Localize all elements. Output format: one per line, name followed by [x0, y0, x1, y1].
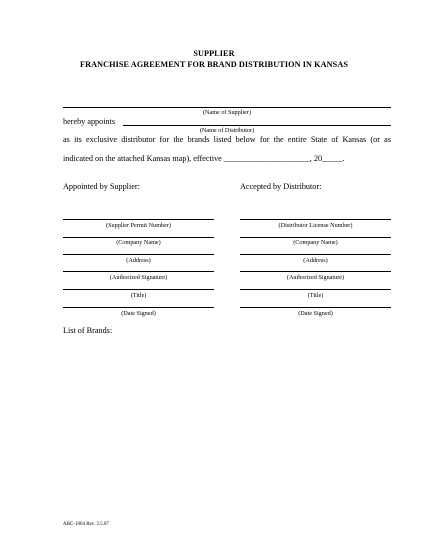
distributor-title-line[interactable]: [240, 289, 391, 290]
agreement-paragraph-line2: indicated on the attached Kansas map), effective _____________________, 20_____.: [63, 154, 345, 163]
form-revision-footer: ABC-1004 Rev. 3.5.07: [63, 522, 109, 527]
distributor-license-line[interactable]: [240, 219, 391, 220]
appointed-by-supplier-label: Appointed by Supplier:: [63, 182, 140, 191]
supplier-name-line[interactable]: [63, 107, 391, 108]
agreement-paragraph-line1: as its exclusive distributor for the brands listed below for the entire State of Kansas (or as: [63, 135, 391, 144]
distributor-name-line[interactable]: [123, 125, 391, 126]
supplier-permit-caption: (Supplier Permit Number): [106, 222, 171, 229]
distributor-title-caption: (Title): [307, 292, 324, 299]
supplier-name-caption: (Name of Supplier): [202, 109, 252, 116]
supplier-date-line[interactable]: [63, 307, 214, 308]
supplier-signature-line[interactable]: [63, 271, 214, 272]
distributor-signature-caption: (Authorized Signature): [286, 274, 345, 281]
supplier-signature-caption: (Authorized Signature): [109, 274, 168, 281]
distributor-name-caption: (Name of Distributor): [199, 127, 255, 134]
accepted-by-distributor-label: Accepted by Distributor:: [240, 182, 322, 191]
supplier-company-caption: (Company Name): [116, 239, 161, 246]
title-agreement: FRANCHISE AGREEMENT FOR BRAND DISTRIBUTION IN KANSAS: [79, 60, 348, 69]
distributor-date-caption: (Date Signed): [298, 310, 333, 317]
distributor-license-caption: (Distributor License Number): [278, 222, 353, 229]
title-supplier: SUPPLIER: [193, 49, 235, 58]
distributor-company-line[interactable]: [240, 237, 391, 238]
hereby-appoints-label: hereby appoints: [63, 117, 116, 126]
list-of-brands-label: List of Brands:: [63, 326, 113, 335]
supplier-address-caption: (Address): [126, 257, 151, 264]
distributor-date-line[interactable]: [240, 307, 391, 308]
supplier-company-line[interactable]: [63, 237, 214, 238]
distributor-signature-line[interactable]: [240, 271, 391, 272]
supplier-permit-line[interactable]: [63, 219, 214, 220]
distributor-company-caption: (Company Name): [293, 239, 338, 246]
distributor-address-line[interactable]: [240, 254, 391, 255]
supplier-address-line[interactable]: [63, 254, 214, 255]
supplier-title-caption: (Title): [130, 292, 147, 299]
supplier-title-line[interactable]: [63, 289, 214, 290]
supplier-date-caption: (Date Signed): [121, 310, 156, 317]
distributor-address-caption: (Address): [303, 257, 328, 264]
